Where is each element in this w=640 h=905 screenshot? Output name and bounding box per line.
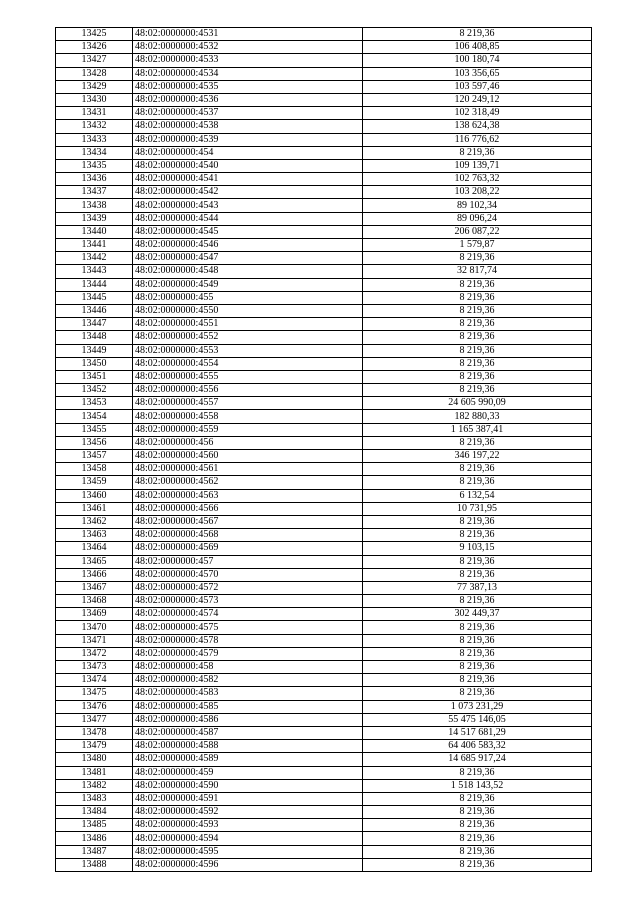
value-cell: 302 449,37	[363, 608, 592, 621]
row-number-cell: 13472	[56, 647, 133, 660]
row-number-cell: 13463	[56, 529, 133, 542]
cadastral-number-cell: 48:02:0000000:4558	[133, 410, 363, 423]
table-row	[56, 476, 592, 489]
table-row	[56, 93, 592, 106]
table-row	[56, 766, 592, 779]
row-number-cell: 13427	[56, 54, 133, 67]
cadastral-number-cell: 48:02:0000000:457	[133, 555, 363, 568]
row-number-cell: 13461	[56, 502, 133, 515]
row-number-cell: 13486	[56, 832, 133, 845]
cadastral-number-cell: 48:02:0000000:4568	[133, 529, 363, 542]
row-number-cell: 13438	[56, 199, 133, 212]
value-cell: 8 219,36	[363, 436, 592, 449]
value-cell: 8 219,36	[363, 318, 592, 331]
cadastral-number-cell: 48:02:0000000:4575	[133, 621, 363, 634]
row-number-cell: 13449	[56, 344, 133, 357]
value-cell: 206 087,22	[363, 225, 592, 238]
table-row	[56, 489, 592, 502]
cadastral-number-cell: 48:02:0000000:4553	[133, 344, 363, 357]
value-cell: 100 180,74	[363, 54, 592, 67]
value-cell: 89 096,24	[363, 212, 592, 225]
value-cell: 9 103,15	[363, 542, 592, 555]
table-row	[56, 463, 592, 476]
cadastral-number-cell: 48:02:0000000:4561	[133, 463, 363, 476]
cadastral-number-cell: 48:02:0000000:4549	[133, 278, 363, 291]
row-number-cell: 13468	[56, 595, 133, 608]
cadastral-number-cell: 48:02:0000000:4545	[133, 225, 363, 238]
cadastral-number-cell: 48:02:0000000:459	[133, 766, 363, 779]
value-cell: 103 208,22	[363, 186, 592, 199]
row-number-cell: 13457	[56, 450, 133, 463]
cadastral-number-cell: 48:02:0000000:4583	[133, 687, 363, 700]
cadastral-number-cell: 48:02:0000000:4541	[133, 173, 363, 186]
row-number-cell: 13434	[56, 146, 133, 159]
row-number-cell: 13477	[56, 713, 133, 726]
table-row	[56, 450, 592, 463]
table-row	[56, 661, 592, 674]
table-row	[56, 225, 592, 238]
value-cell: 102 318,49	[363, 107, 592, 120]
table-row	[56, 384, 592, 397]
value-cell: 77 387,13	[363, 581, 592, 594]
value-cell: 102 763,32	[363, 173, 592, 186]
row-number-cell: 13478	[56, 726, 133, 739]
row-number-cell: 13482	[56, 779, 133, 792]
cadastral-number-cell: 48:02:0000000:4547	[133, 252, 363, 265]
table-row	[56, 674, 592, 687]
row-number-cell: 13454	[56, 410, 133, 423]
value-cell: 14 517 681,29	[363, 726, 592, 739]
value-cell: 8 219,36	[363, 634, 592, 647]
table-row	[56, 806, 592, 819]
row-number-cell: 13442	[56, 252, 133, 265]
row-number-cell: 13467	[56, 581, 133, 594]
cadastral-number-cell: 48:02:0000000:4585	[133, 700, 363, 713]
row-number-cell: 13440	[56, 225, 133, 238]
table-row	[56, 173, 592, 186]
row-number-cell: 13471	[56, 634, 133, 647]
cadastral-number-cell: 48:02:0000000:458	[133, 661, 363, 674]
row-number-cell: 13425	[56, 28, 133, 41]
value-cell: 8 219,36	[363, 28, 592, 41]
cadastral-number-cell: 48:02:0000000:4593	[133, 819, 363, 832]
value-cell: 109 139,71	[363, 159, 592, 172]
value-cell: 10 731,95	[363, 502, 592, 515]
row-number-cell: 13475	[56, 687, 133, 700]
table-row	[56, 555, 592, 568]
cadastral-number-cell: 48:02:0000000:4535	[133, 80, 363, 93]
row-number-cell: 13456	[56, 436, 133, 449]
row-number-cell: 13437	[56, 186, 133, 199]
table-row	[56, 159, 592, 172]
row-number-cell: 13445	[56, 291, 133, 304]
cadastral-number-cell: 48:02:0000000:4570	[133, 568, 363, 581]
value-cell: 1 165 387,41	[363, 423, 592, 436]
value-cell: 8 219,36	[363, 621, 592, 634]
cadastral-number-cell: 48:02:0000000:4569	[133, 542, 363, 555]
value-cell: 103 356,65	[363, 67, 592, 80]
row-number-cell: 13435	[56, 159, 133, 172]
row-number-cell: 13446	[56, 304, 133, 317]
table-row	[56, 581, 592, 594]
value-cell: 14 685 917,24	[363, 753, 592, 766]
cadastral-number-cell: 48:02:0000000:4566	[133, 502, 363, 515]
row-number-cell: 13428	[56, 67, 133, 80]
cadastral-number-cell: 48:02:0000000:4554	[133, 357, 363, 370]
value-cell: 8 219,36	[363, 766, 592, 779]
value-cell: 8 219,36	[363, 555, 592, 568]
value-cell: 8 219,36	[363, 476, 592, 489]
value-cell: 8 219,36	[363, 845, 592, 858]
table-row	[56, 67, 592, 80]
table-row	[56, 265, 592, 278]
value-cell: 8 219,36	[363, 278, 592, 291]
value-cell: 8 219,36	[363, 819, 592, 832]
cadastral-number-cell: 48:02:0000000:4556	[133, 384, 363, 397]
row-number-cell: 13485	[56, 819, 133, 832]
row-number-cell: 13469	[56, 608, 133, 621]
cadastral-number-cell: 48:02:0000000:4587	[133, 726, 363, 739]
row-number-cell: 13436	[56, 173, 133, 186]
table-row	[56, 647, 592, 660]
table-row	[56, 858, 592, 871]
row-number-cell: 13465	[56, 555, 133, 568]
table-row	[56, 568, 592, 581]
cadastral-number-cell: 48:02:0000000:4595	[133, 845, 363, 858]
table-row	[56, 212, 592, 225]
cadastral-number-cell: 48:02:0000000:4537	[133, 107, 363, 120]
value-cell: 8 219,36	[363, 832, 592, 845]
row-number-cell: 13460	[56, 489, 133, 502]
cadastral-number-cell: 48:02:0000000:4550	[133, 304, 363, 317]
cadastral-value-table	[55, 27, 592, 872]
value-cell: 8 219,36	[363, 792, 592, 805]
value-cell: 346 197,22	[363, 450, 592, 463]
cadastral-number-cell: 48:02:0000000:4551	[133, 318, 363, 331]
cadastral-number-cell: 48:02:0000000:4589	[133, 753, 363, 766]
table-row	[56, 819, 592, 832]
table-row	[56, 80, 592, 93]
cadastral-number-cell: 48:02:0000000:455	[133, 291, 363, 304]
cadastral-number-cell: 48:02:0000000:4574	[133, 608, 363, 621]
table-row	[56, 753, 592, 766]
value-cell: 116 776,62	[363, 133, 592, 146]
value-cell: 120 249,12	[363, 93, 592, 106]
table-row	[56, 370, 592, 383]
row-number-cell: 13431	[56, 107, 133, 120]
table-row	[56, 186, 592, 199]
row-number-cell: 13443	[56, 265, 133, 278]
table-row	[56, 278, 592, 291]
value-cell: 8 219,36	[363, 146, 592, 159]
cadastral-number-cell: 48:02:0000000:4562	[133, 476, 363, 489]
table-row	[56, 621, 592, 634]
cadastral-number-cell: 48:02:0000000:4560	[133, 450, 363, 463]
cadastral-number-cell: 48:02:0000000:4559	[133, 423, 363, 436]
table-row	[56, 344, 592, 357]
value-cell: 182 880,33	[363, 410, 592, 423]
row-number-cell: 13439	[56, 212, 133, 225]
value-cell: 8 219,36	[363, 647, 592, 660]
cadastral-number-cell: 48:02:0000000:4573	[133, 595, 363, 608]
value-cell: 106 408,85	[363, 41, 592, 54]
cadastral-number-cell: 48:02:0000000:4578	[133, 634, 363, 647]
table-row	[56, 291, 592, 304]
table-row	[56, 133, 592, 146]
table-row	[56, 634, 592, 647]
value-cell: 8 219,36	[363, 568, 592, 581]
table-row	[56, 726, 592, 739]
cadastral-number-cell: 48:02:0000000:4531	[133, 28, 363, 41]
value-cell: 8 219,36	[363, 252, 592, 265]
table-row	[56, 832, 592, 845]
cadastral-number-cell: 48:02:0000000:4538	[133, 120, 363, 133]
row-number-cell: 13466	[56, 568, 133, 581]
value-cell: 55 475 146,05	[363, 713, 592, 726]
table-row	[56, 436, 592, 449]
row-number-cell: 13448	[56, 331, 133, 344]
row-number-cell: 13479	[56, 740, 133, 753]
cadastral-number-cell: 48:02:0000000:4579	[133, 647, 363, 660]
row-number-cell: 13441	[56, 239, 133, 252]
cadastral-number-cell: 48:02:0000000:456	[133, 436, 363, 449]
cadastral-number-cell: 48:02:0000000:4533	[133, 54, 363, 67]
value-cell: 138 624,38	[363, 120, 592, 133]
cadastral-number-cell: 48:02:0000000:4592	[133, 806, 363, 819]
cadastral-number-cell: 48:02:0000000:4543	[133, 199, 363, 212]
table-row	[56, 107, 592, 120]
table-row	[56, 239, 592, 252]
value-cell: 8 219,36	[363, 674, 592, 687]
table-row	[56, 740, 592, 753]
cadastral-number-cell: 48:02:0000000:454	[133, 146, 363, 159]
table-row	[56, 542, 592, 555]
cadastral-number-cell: 48:02:0000000:4594	[133, 832, 363, 845]
table-row	[56, 845, 592, 858]
value-cell: 6 132,54	[363, 489, 592, 502]
table-row	[56, 28, 592, 41]
value-cell: 8 219,36	[363, 370, 592, 383]
cadastral-number-cell: 48:02:0000000:4532	[133, 41, 363, 54]
row-number-cell: 13462	[56, 515, 133, 528]
row-number-cell: 13488	[56, 858, 133, 871]
row-number-cell: 13480	[56, 753, 133, 766]
row-number-cell: 13429	[56, 80, 133, 93]
row-number-cell: 13473	[56, 661, 133, 674]
value-cell: 8 219,36	[363, 687, 592, 700]
row-number-cell: 13458	[56, 463, 133, 476]
cadastral-number-cell: 48:02:0000000:4567	[133, 515, 363, 528]
row-number-cell: 13464	[56, 542, 133, 555]
cadastral-number-cell: 48:02:0000000:4546	[133, 239, 363, 252]
table-row	[56, 779, 592, 792]
row-number-cell: 13455	[56, 423, 133, 436]
table-row	[56, 502, 592, 515]
table-row	[56, 423, 592, 436]
row-number-cell: 13459	[56, 476, 133, 489]
cadastral-number-cell: 48:02:0000000:4586	[133, 713, 363, 726]
table-row	[56, 252, 592, 265]
table-row	[56, 687, 592, 700]
value-cell: 8 219,36	[363, 463, 592, 476]
row-number-cell: 13474	[56, 674, 133, 687]
row-number-cell: 13483	[56, 792, 133, 805]
row-number-cell: 13476	[56, 700, 133, 713]
value-cell: 8 219,36	[363, 291, 592, 304]
row-number-cell: 13487	[56, 845, 133, 858]
table-row	[56, 515, 592, 528]
value-cell: 24 605 990,09	[363, 397, 592, 410]
cadastral-number-cell: 48:02:0000000:4548	[133, 265, 363, 278]
table-row	[56, 792, 592, 805]
value-cell: 8 219,36	[363, 331, 592, 344]
cadastral-number-cell: 48:02:0000000:4591	[133, 792, 363, 805]
row-number-cell: 13470	[56, 621, 133, 634]
value-cell: 32 817,74	[363, 265, 592, 278]
cadastral-number-cell: 48:02:0000000:4563	[133, 489, 363, 502]
row-number-cell: 13481	[56, 766, 133, 779]
value-cell: 8 219,36	[363, 595, 592, 608]
cadastral-number-cell: 48:02:0000000:4557	[133, 397, 363, 410]
value-cell: 1 579,87	[363, 239, 592, 252]
table-row	[56, 331, 592, 344]
value-cell: 8 219,36	[363, 806, 592, 819]
table-row	[56, 304, 592, 317]
row-number-cell: 13484	[56, 806, 133, 819]
value-cell: 8 219,36	[363, 858, 592, 871]
table-row	[56, 529, 592, 542]
value-cell: 8 219,36	[363, 515, 592, 528]
table-body	[56, 28, 592, 872]
value-cell: 1 073 231,29	[363, 700, 592, 713]
row-number-cell: 13451	[56, 370, 133, 383]
value-cell: 64 406 583,32	[363, 740, 592, 753]
value-cell: 8 219,36	[363, 529, 592, 542]
table-row	[56, 410, 592, 423]
value-cell: 89 102,34	[363, 199, 592, 212]
table-row	[56, 595, 592, 608]
row-number-cell: 13450	[56, 357, 133, 370]
table-row	[56, 713, 592, 726]
cadastral-number-cell: 48:02:0000000:4542	[133, 186, 363, 199]
cadastral-number-cell: 48:02:0000000:4540	[133, 159, 363, 172]
cadastral-number-cell: 48:02:0000000:4544	[133, 212, 363, 225]
value-cell: 8 219,36	[363, 304, 592, 317]
row-number-cell: 13430	[56, 93, 133, 106]
cadastral-number-cell: 48:02:0000000:4596	[133, 858, 363, 871]
table-row	[56, 54, 592, 67]
row-number-cell: 13432	[56, 120, 133, 133]
table-row	[56, 120, 592, 133]
value-cell: 103 597,46	[363, 80, 592, 93]
value-cell: 1 518 143,52	[363, 779, 592, 792]
cadastral-number-cell: 48:02:0000000:4590	[133, 779, 363, 792]
cadastral-number-cell: 48:02:0000000:4588	[133, 740, 363, 753]
table-row	[56, 357, 592, 370]
value-cell: 8 219,36	[363, 384, 592, 397]
table-row	[56, 199, 592, 212]
table-row	[56, 146, 592, 159]
cadastral-number-cell: 48:02:0000000:4534	[133, 67, 363, 80]
row-number-cell: 13453	[56, 397, 133, 410]
row-number-cell: 13447	[56, 318, 133, 331]
cadastral-number-cell: 48:02:0000000:4582	[133, 674, 363, 687]
table-row	[56, 397, 592, 410]
value-cell: 8 219,36	[363, 357, 592, 370]
table-row	[56, 608, 592, 621]
table-row	[56, 41, 592, 54]
cadastral-number-cell: 48:02:0000000:4539	[133, 133, 363, 146]
row-number-cell: 13444	[56, 278, 133, 291]
value-cell: 8 219,36	[363, 344, 592, 357]
cadastral-number-cell: 48:02:0000000:4572	[133, 581, 363, 594]
row-number-cell: 13452	[56, 384, 133, 397]
cadastral-number-cell: 48:02:0000000:4552	[133, 331, 363, 344]
cadastral-number-cell: 48:02:0000000:4536	[133, 93, 363, 106]
cadastral-number-cell: 48:02:0000000:4555	[133, 370, 363, 383]
table-row	[56, 700, 592, 713]
value-cell: 8 219,36	[363, 661, 592, 674]
table-row	[56, 318, 592, 331]
row-number-cell: 13433	[56, 133, 133, 146]
row-number-cell: 13426	[56, 41, 133, 54]
